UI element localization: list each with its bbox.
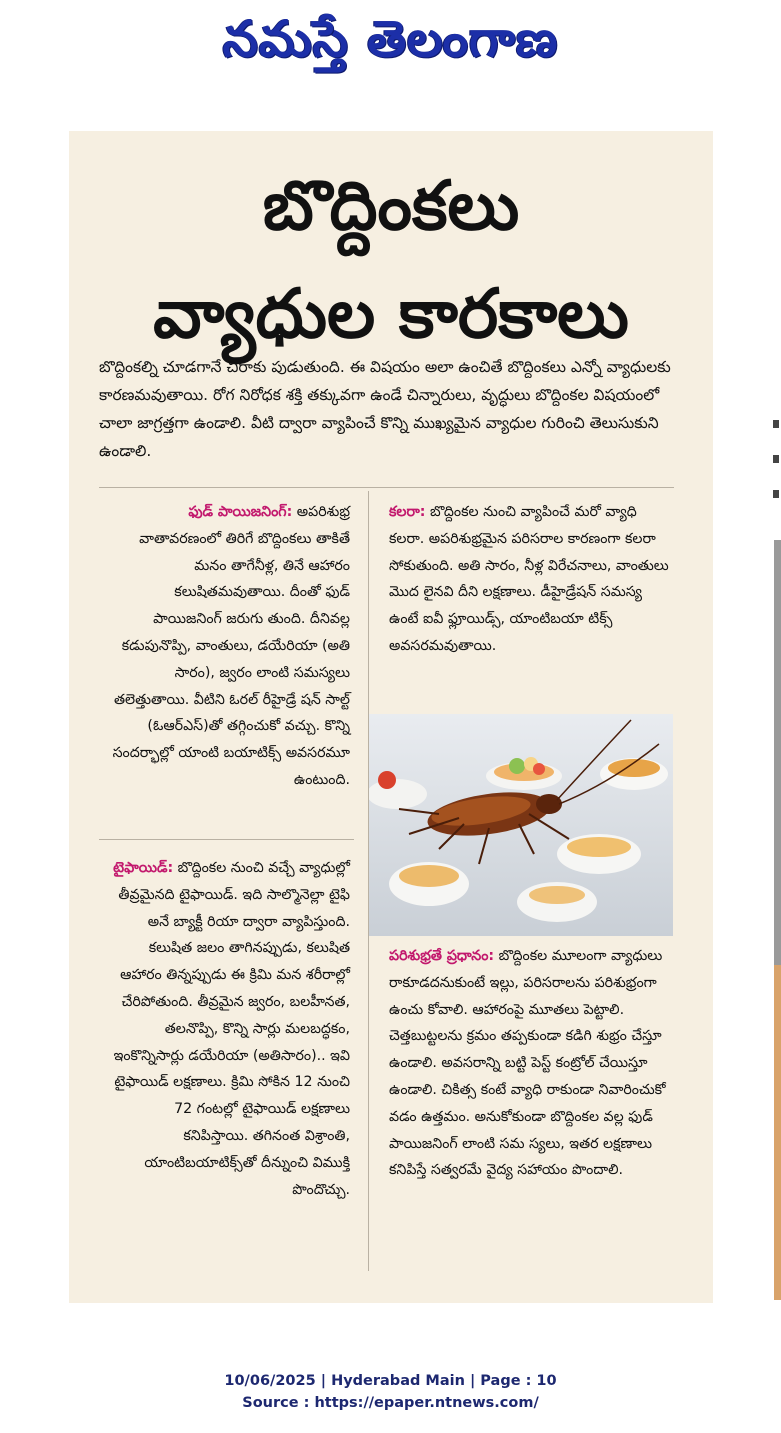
headline-line-2: వ్యాధుల కారకాలు: [153, 275, 629, 354]
section-cholera: [389, 499, 674, 660]
footer: [0, 1370, 781, 1414]
edge-mark: [773, 420, 779, 428]
newspaper-logo: నమస్తే తెలంగాణ: [222, 10, 559, 68]
cockroach-photo: [369, 714, 673, 936]
cholera-text: బొద్దింకల నుంచి వ్యాపించే మరో వ్యాధి కలరా. అపరిశుభ్రమైన పరిసరాల కారణంగా కలరా సోకుతుంది. అతి సారం, నీళ్ల విరేచనాలు, వాంతులు మొద లైనవి దీని లక్షణాలు. డీహైడ్రేషన్ సమస్య ఉంటే ఐవీ ఫ్లూయిడ్స్, యాంటిబయా టిక్స్ అవసరమవుతాయి.: [389, 504, 669, 654]
cockroach-illustration: [369, 714, 673, 936]
section-divider: [99, 487, 674, 488]
edge-image-sliver: [774, 965, 781, 1300]
footer-source-link[interactable]: Source : https://epaper.ntnews.com/: [242, 1395, 539, 1411]
food-poisoning-heading: ఫుడ్ పాయిజనింగ్:: [188, 504, 293, 520]
section-typhoid: [105, 855, 350, 1203]
typhoid-heading: టైఫాయిడ్:: [113, 860, 174, 876]
left-column-separator: [99, 839, 354, 840]
section-food-poisoning: [105, 499, 350, 794]
article: [69, 131, 713, 1303]
masthead: [0, 0, 781, 80]
typhoid-text: బొద్దింకల నుంచి వచ్చే వ్యాధుల్లో తీవ్రమైనది టైఫాయిడ్. ఇది సాల్మొనెల్లా టైఫి అనే బ్యాక్టీ రియా ద్వారా వ్యాపిస్తుంది. కలుషిత జలం తాగినప్పుడు, కలుషిత ఆహారం తిన్నప్పుడు ఈ క్రిమి మన శరీరాల్లో చేరిపోతుంది. తీవ్రమైన జ్వరం, బలహీనత, తలనొప్పి, కొన్ని సార్లు మలబద్ధకం, ఇంకొన్నిసార్లు డయేరియా (అతిసారం).. ఇవి టైఫాయిడ్ లక్షణాలు. క్రిమి సోకిన 12 నుంచి 72 గంటల్లో టైఫాయిడ్ లక్షణాలు కనిపిస్తాయి. తగినంత విశ్రాంతి, యాంటిబయాటిక్స్‌తో దీన్నుంచి విముక్తి పొందొచ్చు.: [113, 860, 350, 1198]
edge-mark: [773, 490, 779, 498]
footer-edition-info: 10/06/2025 | Hyderabad Main | Page : 10: [224, 1373, 557, 1389]
food-poisoning-text: అపరిశుభ్ర వాతావరణంలో తిరిగే బొద్దింకలు తాకితే మనం తాగేనీళ్ల, తినే ఆహారం కలుషితమవుతాయి. దీంతో ఫుడ్ పాయిజనింగ్ జరుగు తుంది. దీనివల్ల కడుపునొప్పి, వాంతులు, డయేరియా (అతి సారం), జ్వరం లాంటి సమస్యలు తలెత్తుతాయి. వీటిని ఓరల్ రీహైడ్రే షన్ సాల్ట్ (ఓఆర్ఎస్)తో తగ్గించుకో వచ్చు. కొన్ని సందర్భాల్లో యాంటి బయాటిక్స్ అవసరమూ ఉంటుంది.: [112, 504, 350, 788]
intro-paragraph: బొద్దింకల్ని చూడగానే చిరాకు పుడుతుంది. ఈ విషయం అలా ఉంచితే బొద్దింకలు ఎన్నో వ్యాధులకు కారణమవుతాయి. రోగ నిరోధక శక్తి తక్కువగా ఉండే చిన్నారులు, వృద్ధులు బొద్దింకల విషయంలో చాలా జాగ్రత్తగా ఉండాలి. వీటి ద్వారా వ్యాపించే కొన్ని ముఖ్యమైన వ్యాధుల గురించి తెలుసుకుని ఉండాలి.: [99, 358, 671, 460]
section-cleanliness: [389, 943, 674, 1184]
cleanliness-heading: పరిశుభ్రతే ప్రధానం:: [389, 948, 495, 964]
edge-image-sliver: [774, 540, 781, 990]
headline: [69, 153, 713, 369]
adjacent-page-edge: [770, 90, 781, 1310]
cleanliness-text: బొద్దింకల మూలంగా వ్యాధులు రాకూడదనుకుంటే ఇల్లు, పరిసరాలను పరిశుభ్రంగా ఉంచు కోవాలి. ఆహారంపై మూతలు పెట్టాలి. చెత్తబుట్టలను క్రమం తప్పకుండా కడిగి శుభ్రం చేస్తూ ఉండాలి. అవసరాన్ని బట్టి పెస్ట్ కంట్రోల్ చేయిస్తూ ఉండాలి. చికిత్స కంటే వ్యాధి రాకుండా నివారించుకో వడం ఉత్తమం. అనుకోకుండా బొద్దింకల వల్ల ఫుడ్ పాయిజనింగ్ లాంటి సమ స్యలు, ఇతర లక్షణాలు కనిపిస్తే సత్వరమే వైద్య సహాయం పొందాలి.: [389, 948, 666, 1179]
cholera-heading: కలరా:: [389, 504, 426, 520]
edge-mark: [773, 455, 779, 463]
headline-line-1: బొద్దింకలు: [262, 167, 520, 246]
